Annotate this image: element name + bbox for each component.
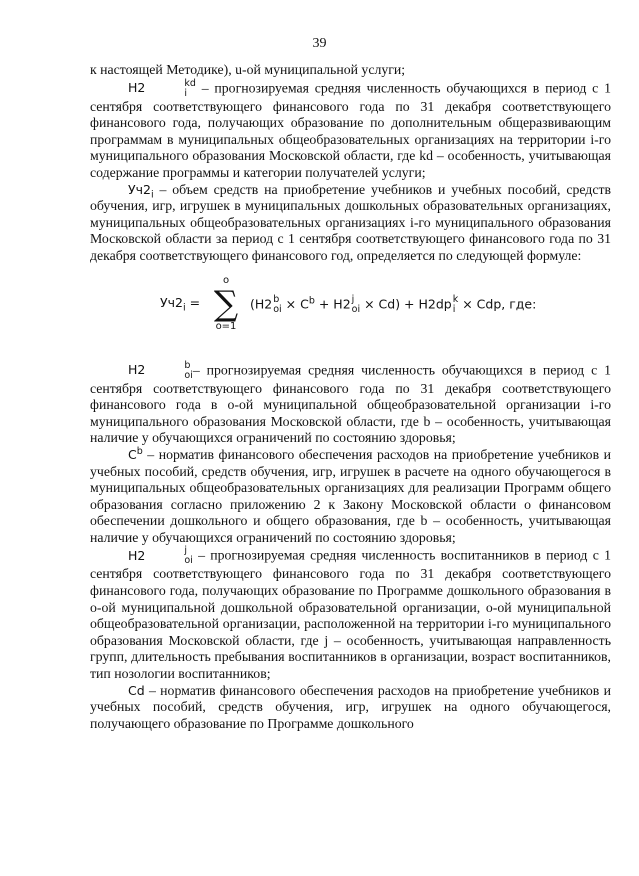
sum-upper-limit: o: [222, 274, 230, 286]
paragraph-h2-kd: [90, 79, 611, 182]
sum-operator: [206, 275, 246, 333]
formula-rhs: (Н2 b oi × $С^b + Н2$ j oi × Cd) + Н2dp k i × Cdp, где:: [250, 293, 537, 315]
paragraph-text: – норматив финансового обеспечения расходов на приобретение учебников и учебных пособий, средств обучения, игр, игрушек на одного обучающегося, получающего образование по Программе дошкольного: [90, 682, 611, 731]
variable-uch2: $Уч2_i$: [128, 181, 154, 201]
paragraph-cb: [90, 447, 611, 547]
document-body: [90, 62, 611, 732]
formula-lhs: $Уч2_i$ =: [160, 294, 201, 314]
variable-h2: Н2 kd i: [128, 77, 196, 99]
paragraph-text: – прогнозируемая средняя численность воспитанников в период с 1 сентября соответствующего финансового года по 31 декабря соответствующего финансового года, получающих образование по Программе дошкольного образования в о-ой муниципальной дошкольной образовательной организации, о-ой муниципальной общеобразовательной организации, расположенной на территории i-го муниципального образования Московской области, где j – особенность, учитывающая направленность групп, длительность пребывания воспитанников в организации, возраст воспитанников, тип нозологии воспитанников;: [90, 547, 611, 682]
paragraph-cd: [90, 683, 611, 733]
page-number: 39: [312, 36, 327, 51]
formula: [90, 273, 611, 343]
paragraph-text: – прогнозируемая средняя численность обучающихся в период с 1 сентября соответствующего финансового года по 31 декабря соответствующего финансового года, получающих образование по дополнительным общеразвивающим программам в муниципальных общеобразовательных организациях на территории i-го муниципального образования Московской области, где kd – особенность, учитывающая содержание программы и категории получателей услуги;: [90, 80, 611, 180]
sigma-icon: ∑: [213, 283, 239, 324]
paragraph-text: – прогнозируемая средняя численность обучающихся в период с 1 сентября соответствующего финансового года по 31 декабря соответствующего финансового года в о-ой муниципальной общеобразовательной организации i-го муниципального образования Московской области, где b – особенность, учитывающая наличие у обучающихся ограничений по состоянию здоровья;: [90, 362, 611, 446]
variable-cd: Cd: [128, 682, 145, 698]
variable-cb: $С^b$: [128, 445, 143, 462]
paragraph-h2-j: [90, 546, 611, 682]
paragraph-uch2: [90, 182, 611, 265]
paragraph-continuation: к настоящей Методике), u-ой муниципальной услуги;: [90, 62, 406, 77]
variable-h2-b: Н2 b oi: [128, 359, 193, 381]
variable-h2-j: Н2 j oi: [128, 545, 193, 567]
paragraph-text: – норматив финансового обеспечения расходов на приобретение учебников и учебных пособий, средств обучения, игр, игрушек в расчете на одного обучающегося в муниципальных общеобразовательных организациях для реализации Программ общего образования согласно приложению 2 к Закону Московской области о финансовом обеспечении дошкольного и общего образования, где b – особенность, учитывающая наличие у обучающихся ограничений по состоянию здоровья;: [90, 446, 611, 545]
paragraph-text: – объем средств на приобретение учебников и учебных пособий, средств обучения, игр, игрушек в муниципальных дошкольных образовательных организациях, муниципальных общеобразовательных организациях i-го муниципального образования Московской области за период с 1 сентября соответствующего финансового года по 31 декабря соответствующего финансового год, определяется по следующей формуле:: [90, 181, 611, 263]
sum-lower-limit: o=1: [215, 320, 237, 332]
paragraph-h2-b: [90, 361, 611, 447]
